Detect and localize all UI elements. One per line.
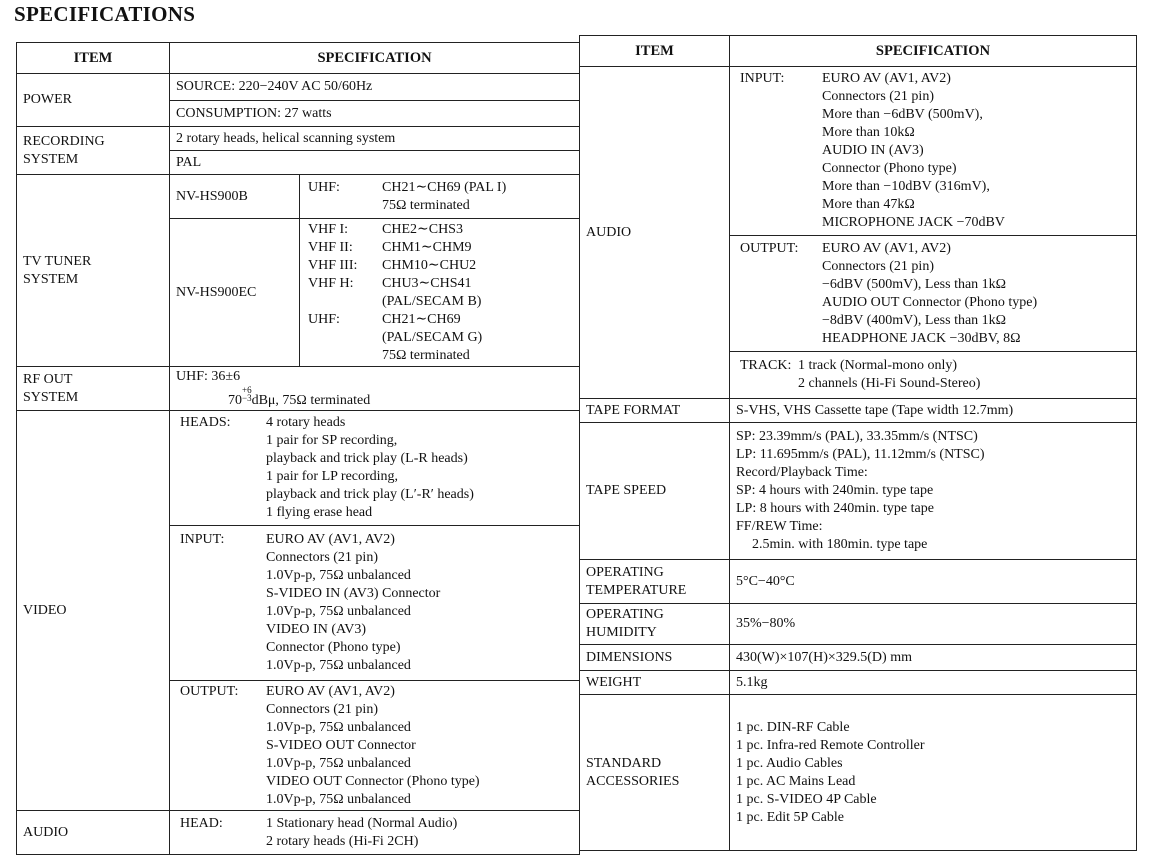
spec-line: 2 channels (Hi-Fi Sound-Stereo) [798, 376, 981, 391]
spec-line: 1 Stationary head (Normal Audio) [266, 815, 458, 831]
heads-label: HEADS: [180, 415, 231, 430]
band-value: 75Ω terminated [382, 347, 470, 363]
spec-line: playback and trick play (L′-R′ heads) [266, 487, 474, 502]
band-value: CH21∼CH69 [382, 311, 461, 327]
spec-line: playback and trick play (L-R heads) [266, 451, 468, 466]
model-nv-hs900b: NV-HS900B [170, 175, 300, 219]
output-label: OUTPUT: [740, 240, 799, 256]
spec-line: Connectors (21 pin) [266, 550, 378, 565]
spec-line: FF/REW Time: [736, 519, 823, 534]
band-value: (PAL/SECAM G) [382, 329, 483, 345]
band-label: UHF: [308, 179, 340, 195]
spec-line: UHF: 36±6 [176, 368, 241, 384]
input-label: INPUT: [740, 71, 785, 86]
label-line: OPERATING [586, 607, 664, 622]
spec-line: SP: 4 hours with 240min. type tape [736, 483, 934, 498]
rf-out-spec [170, 367, 580, 411]
spec-line: 1.0Vp-p, 75Ω unbalanced [266, 755, 411, 771]
power-source: SOURCE: 220−240V AC 50/60Hz [170, 74, 580, 101]
spec-line: S-VIDEO OUT Connector [266, 737, 416, 753]
tol-top: +6 [242, 384, 252, 395]
label-line: TEMPERATURE [586, 582, 687, 598]
spec-line: 1 pc. AC Mains Lead [736, 773, 856, 789]
spec-line: LP: 11.695mm/s (PAL), 11.12mm/s (NTSC) [736, 447, 985, 462]
specification-header: SPECIFICATION [170, 43, 580, 74]
spec-line: CH21∼CH69 (PAL I) [382, 179, 507, 195]
power-label: POWER [17, 74, 170, 127]
spec-line: 1.0Vp-p, 75Ω unbalanced [266, 604, 411, 619]
spec-line: 1 pc. S-VIDEO 4P Cable [736, 791, 877, 807]
spec-line: EURO AV (AV1, AV2) [266, 683, 395, 699]
spec-line: SP: 23.39mm/s (PAL), 33.35mm/s (NTSC) [736, 429, 978, 444]
rf-unit: dBμ, 75Ω terminated [251, 392, 371, 408]
tol-bottom: −3 [242, 392, 252, 403]
label-line: OPERATING [586, 564, 664, 580]
weight-value: 5.1kg [730, 671, 1137, 695]
spec-line: VIDEO IN (AV3) [266, 622, 367, 637]
band-value: CHU3∼CHS41 [382, 275, 472, 291]
spec-line: More than −6dBV (500mV), [822, 107, 983, 122]
spec-line: Connectors (21 pin) [822, 258, 934, 274]
tuner-band-row [308, 347, 573, 365]
spec-line: 1.0Vp-p, 75Ω unbalanced [266, 791, 411, 807]
right-spec-table [579, 35, 1137, 851]
page-title: SPECIFICATIONS [14, 2, 196, 26]
spec-line: AUDIO IN (AV3) [822, 143, 924, 158]
recording-line-2: PAL [170, 151, 580, 175]
video-output [170, 681, 580, 811]
model-nv-hs900ec-spec [300, 219, 580, 367]
output-label: OUTPUT: [180, 683, 239, 699]
label-line: ACCESSORIES [586, 773, 680, 789]
spec-line: More than 47kΩ [822, 197, 915, 212]
spec-line: 1 pc. Edit 5P Cable [736, 809, 844, 825]
video-heads [170, 411, 580, 526]
spec-line: 1.0Vp-p, 75Ω unbalanced [266, 719, 411, 735]
rf-tolerance [242, 386, 252, 402]
audio-label-left: AUDIO [17, 811, 170, 855]
spec-line: More than 10kΩ [822, 125, 915, 140]
band-label: VHF I: [308, 221, 349, 237]
tape-format-label: TAPE FORMAT [580, 399, 730, 423]
rf-value: 70 [228, 392, 242, 408]
label-line: STANDARD [586, 755, 662, 771]
spec-line: MICROPHONE JACK −70dBV [822, 215, 1005, 230]
spec-line: AUDIO OUT Connector (Phono type) [822, 294, 1038, 310]
tuner-band-row [308, 293, 573, 311]
band-label: VHF II: [308, 239, 353, 255]
band-value: CHE2∼CHS3 [382, 221, 463, 237]
label-line: TV TUNER [23, 253, 92, 269]
rf-out-label [17, 367, 170, 411]
label-line: SYSTEM [23, 151, 79, 167]
spec-line: 1 pc. DIN-RF Cable [736, 719, 850, 735]
label-line: SYSTEM [23, 389, 79, 405]
video-input [170, 526, 580, 681]
spec-line: −6dBV (500mV), Less than 1kΩ [822, 276, 1007, 292]
dimensions-value: 430(W)×107(H)×329.5(D) mm [730, 645, 1137, 671]
tape-speed-value [730, 423, 1137, 560]
op-temp-label [580, 560, 730, 604]
op-temp-value: 5°C−40°C [730, 560, 1137, 604]
spec-line: S-VIDEO IN (AV3) Connector [266, 586, 441, 601]
tuner-band-row [308, 221, 573, 239]
spec-line: Connectors (21 pin) [266, 701, 378, 717]
tuner-band-row [308, 257, 573, 275]
spec-line: EURO AV (AV1, AV2) [822, 71, 951, 86]
band-label: VHF III: [308, 257, 358, 273]
dimensions-label: DIMENSIONS [580, 645, 730, 671]
tuner-band-row [308, 311, 573, 329]
band-value: (PAL/SECAM B) [382, 293, 482, 309]
band-value: CHM10∼CHU2 [382, 257, 477, 273]
spec-line: 1 pc. Audio Cables [736, 755, 843, 771]
spec-line: EURO AV (AV1, AV2) [822, 240, 951, 256]
track-label: TRACK: [740, 358, 792, 373]
model-nv-hs900b-spec [300, 175, 580, 219]
spec-line: 1 track (Normal-mono only) [798, 358, 958, 373]
tape-format-value: S-VHS, VHS Cassette tape (Tape width 12.7mm) [730, 399, 1137, 423]
spec-line: Connector (Phono type) [266, 640, 401, 655]
band-label [308, 329, 382, 347]
item-header: ITEM [17, 43, 170, 74]
band-label [308, 293, 382, 311]
head-label: HEAD: [180, 815, 223, 831]
input-label: INPUT: [180, 532, 225, 547]
spec-line [176, 386, 573, 410]
spec-line: More than −10dBV (316mV), [822, 179, 990, 194]
spec-line: 75Ω terminated [382, 197, 470, 213]
audio-head [170, 811, 580, 855]
accessories-label [580, 695, 730, 851]
item-header-right: ITEM [580, 36, 730, 67]
band-value: CHM1∼CHM9 [382, 239, 472, 255]
tv-tuner-label [17, 175, 170, 367]
audio-output [730, 236, 1137, 352]
spec-line: VIDEO OUT Connector (Phono type) [266, 773, 480, 789]
spec-line: 2 rotary heads (Hi-Fi 2CH) [266, 833, 419, 849]
accessories-value [730, 695, 1137, 851]
weight-label: WEIGHT [580, 671, 730, 695]
spec-line: −8dBV (400mV), Less than 1kΩ [822, 312, 1007, 328]
spec-line: LP: 8 hours with 240min. type tape [736, 501, 934, 516]
spec-line: Connectors (21 pin) [822, 89, 934, 104]
spec-line: 1 pair for LP recording, [266, 469, 399, 484]
band-label: UHF: [308, 311, 340, 327]
left-spec-table [16, 42, 580, 855]
spec-line: HEADPHONE JACK −30dBV, 8Ω [822, 330, 1021, 346]
label-line: SYSTEM [23, 271, 79, 287]
spec-line: 4 rotary heads [266, 415, 346, 430]
spec-line: 1.0Vp-p, 75Ω unbalanced [266, 568, 411, 583]
op-humidity-value: 35%−80% [730, 604, 1137, 645]
specification-header-right: SPECIFICATION [730, 36, 1137, 67]
recording-system-label [17, 127, 170, 175]
tuner-band-row [308, 275, 573, 293]
audio-track [730, 352, 1137, 399]
model-nv-hs900ec: NV-HS900EC [170, 219, 300, 367]
spec-line: Connector (Phono type) [822, 161, 957, 176]
spec-line: 1.0Vp-p, 75Ω unbalanced [266, 658, 411, 673]
spec-line: 1 pc. Infra-red Remote Controller [736, 737, 925, 753]
band-label [308, 347, 382, 365]
recording-line-1: 2 rotary heads, helical scanning system [170, 127, 580, 151]
audio-input [730, 67, 1137, 236]
spec-line: EURO AV (AV1, AV2) [266, 532, 395, 547]
audio-label-right: AUDIO [580, 67, 730, 399]
power-consumption: CONSUMPTION: 27 watts [170, 101, 580, 127]
band-label: VHF H: [308, 275, 354, 291]
tuner-band-row [308, 239, 573, 257]
spec-line: 1 flying erase head [266, 505, 373, 520]
label-line: HUMIDITY [586, 625, 657, 640]
label-line: RF OUT [23, 371, 73, 387]
spec-line: Record/Playback Time: [736, 465, 868, 480]
spec-line: 1 pair for SP recording, [266, 433, 398, 448]
label-line: RECORDING [23, 133, 105, 149]
tape-speed-label: TAPE SPEED [580, 423, 730, 560]
op-humidity-label [580, 604, 730, 645]
tuner-band-row [308, 329, 573, 347]
video-label: VIDEO [17, 411, 170, 811]
spec-line: 2.5min. with 180min. type tape [752, 537, 928, 552]
